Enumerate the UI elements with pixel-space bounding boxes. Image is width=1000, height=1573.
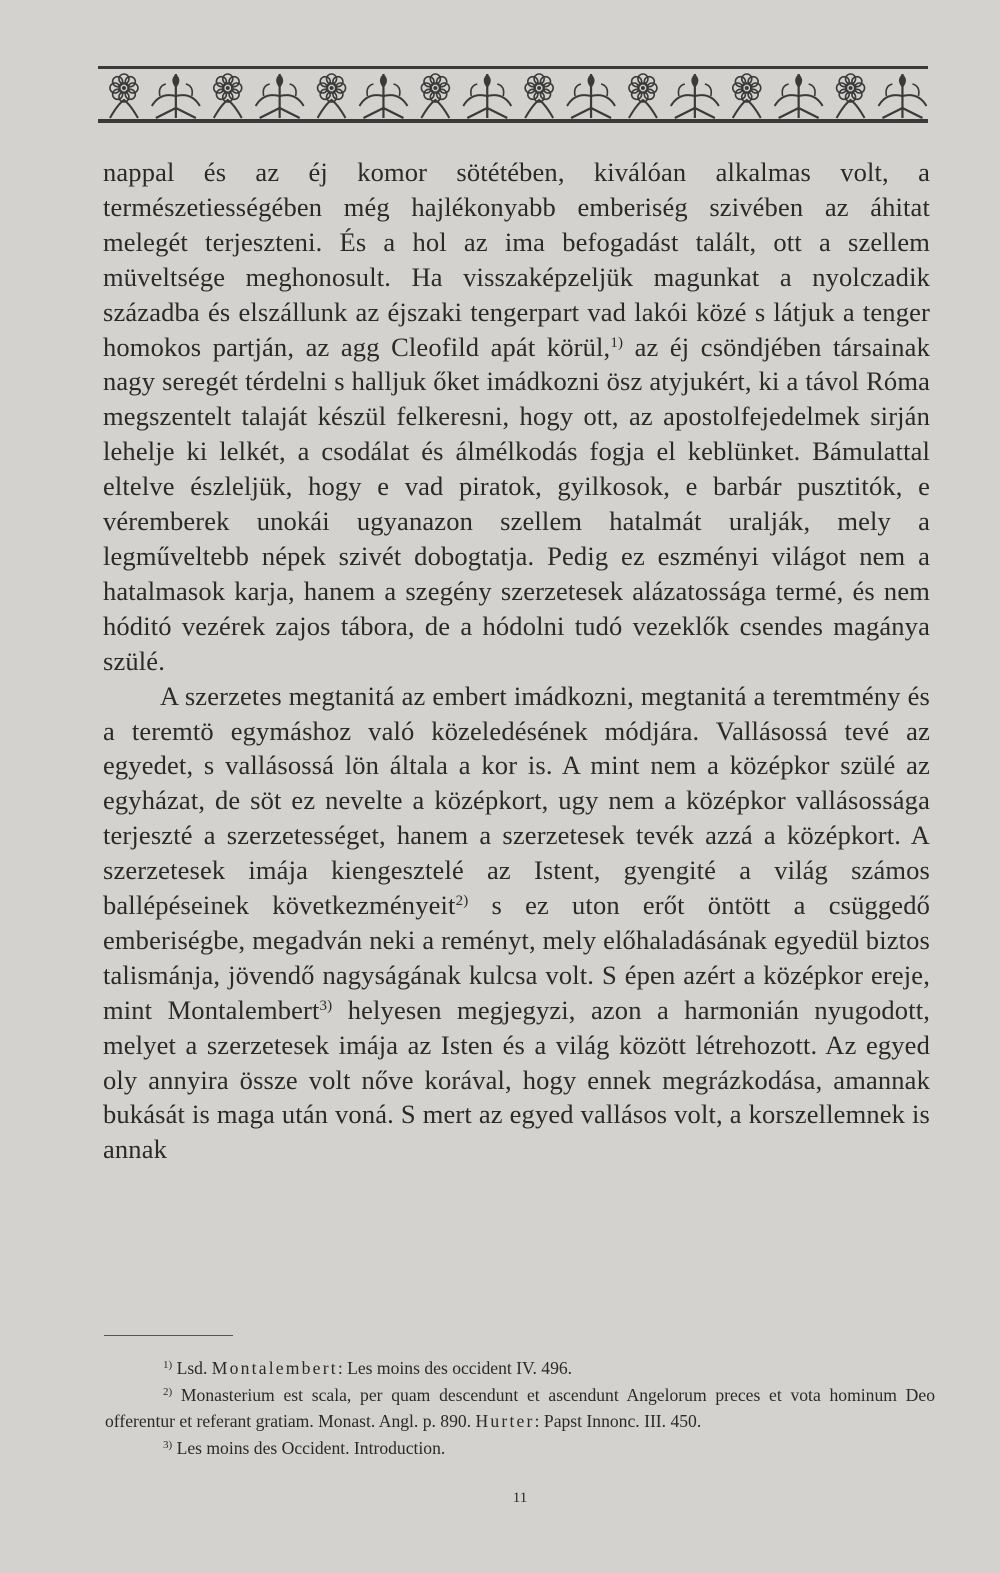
ornament-bottom-rule [98,119,928,123]
text-run: : Les moins des occident IV. 496. [337,1358,573,1378]
page-number: 11 [512,1490,528,1506]
rosette-petal [424,89,434,99]
rosette-petal [528,89,538,99]
footnote-reference: 1) [610,334,624,351]
lily-bud [899,74,906,88]
rosette-petal [748,89,758,99]
lily-bud [691,74,698,88]
text-run: A szerzetes megtanitá az embert imádkozni, megtanitá a teremtmény és a teremtö egymáshoz való közeledésének módjára. Vallásossá tevé az egyedet, s vallásossá lön általa a kor is. A mint nem a középkor szülé az egyházat, de söt ez nevelte a középkort, ugy nem a középkor vallásossága terjeszté a szerzetességet, hanem a szerzetesek tevék azzá a középkort. A szerzetesek imája kiengesztelé az Istent, gyengité a világ számos ballépéseinek következményeit [103,680,930,921]
footnote-mark: 2) [163,1385,173,1398]
text-run: : Papst Innonc. III. 450. [534,1411,702,1431]
rosette-dot [122,86,126,90]
footnote-divider [104,1335,233,1336]
rosette-petal [229,77,239,87]
rosette-petal [320,89,330,99]
text-run: helyesen megjegyzi, azon a harmonián nyugodott, melyet a szerzetesek imája az Isten és a világ között létrehozott. Az egyed oly annyira össze volt nőve korával, hogy ennek megrázkodása, amannak bukását is maga után voná. S mert az egyed vallásos volt, a korszellemnek is annak [103,994,931,1165]
ornament-top-rule [98,66,928,69]
paragraph [103,679,930,1168]
rosette-petal [644,77,654,87]
rosette-petal [216,77,226,87]
rosette-petal [748,77,758,87]
text-run: s ez uton erőt öntött a csüggedő emberiségbe, megadván neki a reményt, mely előhaladásának egyedül biztos talismánja, jövendő nagyságának kulcsa volt. S épen azért a középkor ereje, mint Montalembert [103,890,930,1025]
rosette-petal [113,89,123,99]
rosette-petal [333,77,343,87]
author-name: Montalembert [211,1358,338,1378]
rosette-dot [641,86,645,90]
ornament-graphic [98,66,928,124]
rosette-petal [852,77,862,87]
footnote-reference: 3) [319,997,333,1014]
text-run: Lsd. [172,1358,212,1378]
rosette-petal [528,77,538,87]
author-name: Hurter [475,1411,535,1431]
rosette-petal [229,89,239,99]
rosette-petal [735,89,745,99]
main-text [103,155,930,1167]
lily-bud [588,74,595,88]
lily-bud [484,74,491,88]
paragraph [103,155,930,679]
rosette-petal [125,77,135,87]
lily-bud [795,74,802,88]
rosette-dot [537,86,541,90]
rosette-petal [437,89,447,99]
footnotes [105,1355,935,1461]
lily-bud [172,74,179,88]
footnote-mark: 3) [163,1438,173,1451]
text-run: Les moins des Occident. Introduction. [172,1437,446,1458]
rosette-petal [852,89,862,99]
rosette-petal [424,77,434,87]
rosette-petal [839,77,849,87]
footnote-mark: 1) [163,1359,173,1371]
rosette-petal [333,89,343,99]
rosette-petal [632,77,642,87]
lily-bud [276,74,283,88]
rosette-dot [849,86,853,90]
rosette-petal [320,77,330,87]
rosette-petal [541,77,551,87]
lily-bud [380,74,387,88]
rosette-petal [839,89,849,99]
floral-border-ornament [98,66,928,124]
rosette-dot [745,86,749,90]
text-run: az éj csöndjében társainak nagy seregét térdelni s halljuk őket imádkozni ösz atyjukért, ki a távol Róma megszentelt talaját készül felkeresni, hogy ott, az apostolfejedelmek sirján lehelje ki lelkét, a csodálat és álmélkodás fogja el keblünket. Bámulattal eltelve észleljük, hogy e vad piratok, gyilkosok, e barbár pusztitók, e véremberek unokái ugyanazon szellem hatalmát uralják, mely a legműveltebb népek szivét dobogtatja. Pedig ez eszményi világot nem a hatalmasok karja, hanem a szegény szerzetesek alázatossága termé, és nem hóditó vezérek zajos tábora, de a hódolni tudó vezeklők csendes magánya szülé. [103,331,930,676]
text-run: Monasterium est scala, per quam descendunt et ascendunt Angelorum preces et vota hominum Deo offerentur et referant gratiam. Monast. Angl. p. 890. [105,1384,935,1431]
rosette-petal [437,77,447,87]
rosette-petal [125,89,135,99]
rosette-dot [226,86,230,90]
rosette-petal [113,77,123,87]
rosette-dot [330,86,334,90]
footnote [105,1435,935,1462]
footnote [105,1382,935,1435]
text-run: nappal és az éj komor sötétében, kiválóan alkalmas volt, a természetiességében még hajlékonyabb emberiség szivében az áhitat melegét terjeszteni. És a hol az ima befogadást talált, ott a szellem müveltsége meghonosult. Ha visszaképzeljük magunkat a nyolczadik századba és elszállunk az éjszaki tengerpart vad lakói közé s látjuk a tenger homokos partján, az agg Cleofild apát körül, [103,157,930,362]
rosette-petal [644,89,654,99]
footnote-reference: 2) [455,893,469,910]
rosette-petal [735,77,745,87]
rosette-petal [216,89,226,99]
footnote [105,1355,935,1382]
rosette-petal [632,89,642,99]
rosette-petal [541,89,551,99]
rosette-dot [433,86,437,90]
